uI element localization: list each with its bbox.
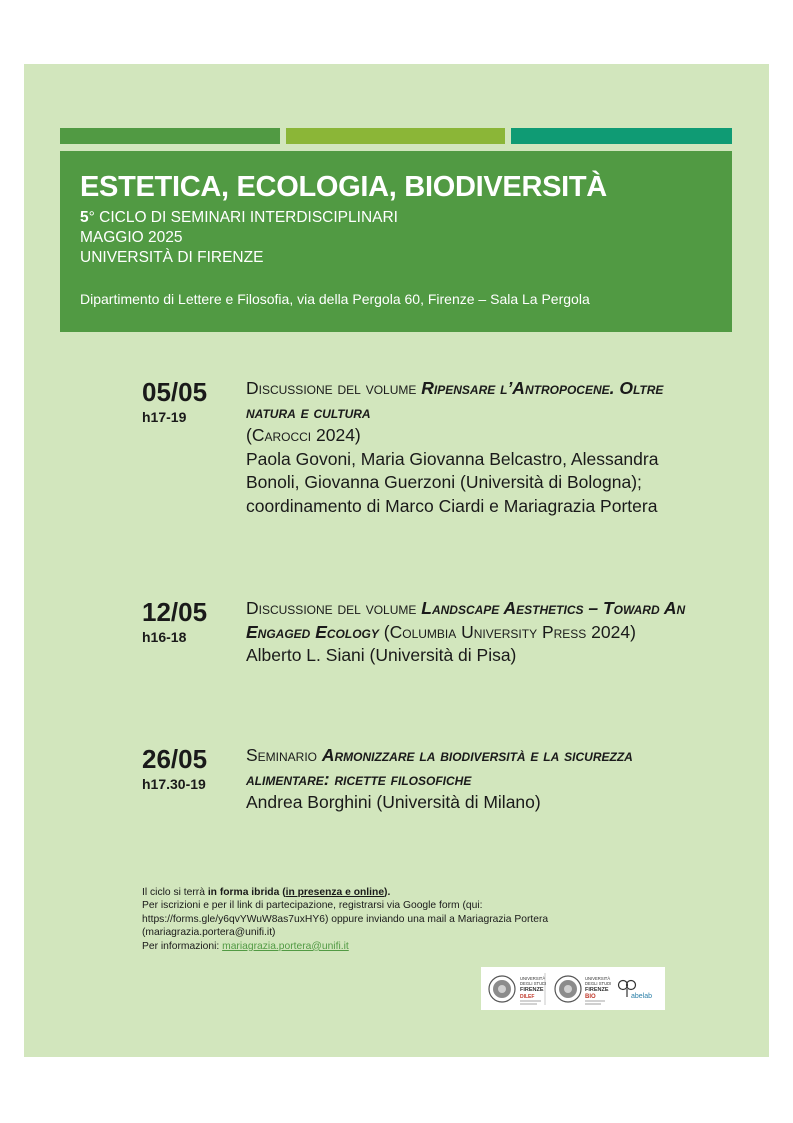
event-speakers: Alberto L. Siani (Università di Pisa) bbox=[246, 645, 517, 665]
svg-text:abelab: abelab bbox=[631, 993, 653, 1000]
format-note: Il ciclo si terrà in forma ibrida (in presenza e online). bbox=[142, 887, 391, 898]
event-date: 12/05 bbox=[142, 597, 208, 627]
poster-subtitle: 5° CICLO DI SEMINARI INTERDISCIPLINARI bbox=[80, 209, 398, 226]
event-date: 26/05 bbox=[142, 744, 208, 774]
svg-text:UNIVERSITÀ: UNIVERSITÀ bbox=[585, 976, 611, 981]
event-speakers: Andrea Borghini (Università di Milano) bbox=[246, 792, 541, 812]
poster-month: MAGGIO 2025 bbox=[80, 229, 183, 246]
event-1 bbox=[142, 377, 702, 567]
event-speakers: Paola Govoni, Maria Giovanna Belcastro, Alessandra Bonoli, Giovanna Guerzoni (Università di Bologna); bbox=[246, 448, 659, 492]
event-coordination: coordinamento di Marco Ciardi e Mariagrazia Portera bbox=[246, 495, 658, 516]
poster-venue: Dipartimento di Lettere e Filosofia, via della Pergola 60, Firenze – Sala La Pergola bbox=[80, 291, 590, 307]
event-date: 05/05 bbox=[142, 377, 208, 407]
svg-text:DEGLI STUDI: DEGLI STUDI bbox=[585, 981, 612, 986]
event-description: Discussione del volume Ripensare l’Antropocene. Oltre natura e cultura (Carocci 2024) Paola Govoni, Maria Giovanna Belcastro, Alessandra Bonoli, Giovanna Guerzoni (Università di Bologna); coordinamento di Marco Ciardi e Mariagrazia Portera bbox=[246, 378, 664, 516]
accent-bar-lime bbox=[286, 128, 505, 144]
poster-university: UNIVERSITÀ DI FIRENZE bbox=[80, 249, 264, 266]
unifi-bio-logo bbox=[555, 976, 611, 1004]
svg-text:FIRENZE: FIRENZE bbox=[585, 987, 609, 993]
svg-text:DEGLI STUDI: DEGLI STUDI bbox=[520, 981, 547, 986]
event-time: h16-18 bbox=[142, 629, 187, 645]
contact-note: Per informazioni: mariagrazia.portera@unifi.it bbox=[142, 940, 349, 952]
poster-title: ESTETICA, ECOLOGIA, BIODIVERSITÀ bbox=[80, 171, 607, 203]
event-time: h17-19 bbox=[142, 409, 187, 425]
accent-bar-teal bbox=[511, 128, 732, 144]
book-title: Landscape Aesthetics – Toward An Engaged Ecology bbox=[246, 598, 686, 642]
book-title: Ripensare l’Antropocene. Oltre natura e cultura bbox=[246, 378, 664, 422]
title-banner bbox=[60, 151, 732, 332]
svg-text:FIRENZE: FIRENZE bbox=[520, 987, 544, 993]
seminar-title: Armonizzare la biodiversità e la sicurezza alimentare: ricette filosofiche bbox=[246, 745, 633, 789]
partner-logos bbox=[481, 967, 665, 1010]
svg-text:BIO: BIO bbox=[585, 994, 596, 1000]
event-description: Seminario Armonizzare la biodiversità e la sicurezza alimentare: ricette filosofiche Andrea Borghini (Università di Milano) bbox=[246, 745, 633, 812]
partner-logos-graphic bbox=[481, 967, 665, 1010]
footer-info bbox=[142, 886, 562, 953]
unifi-dilef-logo bbox=[489, 976, 546, 1004]
registration-note: Per iscrizioni e per il link di partecipazione, registrarsi via Google form (qui: https://forms.gle/y6qvYWuW8as7uxHY6) oppure inviando una mail a Mariagrazia Portera (mariagrazia.portera@unifi.it) bbox=[142, 900, 549, 939]
svg-text:DILEF: DILEF bbox=[520, 994, 535, 1000]
svg-text:UNIVERSITÀ: UNIVERSITÀ bbox=[520, 976, 546, 981]
abelab-logo bbox=[619, 981, 653, 1001]
event-time: h17.30-19 bbox=[142, 776, 206, 792]
contact-email-link[interactable]: mariagrazia.portera@unifi.it bbox=[222, 940, 349, 952]
accent-bar-dark-green bbox=[60, 128, 280, 144]
event-2 bbox=[142, 597, 702, 697]
event-description: Discussione del volume Landscape Aesthetics – Toward An Engaged Ecology (Columbia University Press 2024) Alberto L. Siani (Università di Pisa) bbox=[246, 598, 686, 665]
event-3 bbox=[142, 744, 702, 824]
